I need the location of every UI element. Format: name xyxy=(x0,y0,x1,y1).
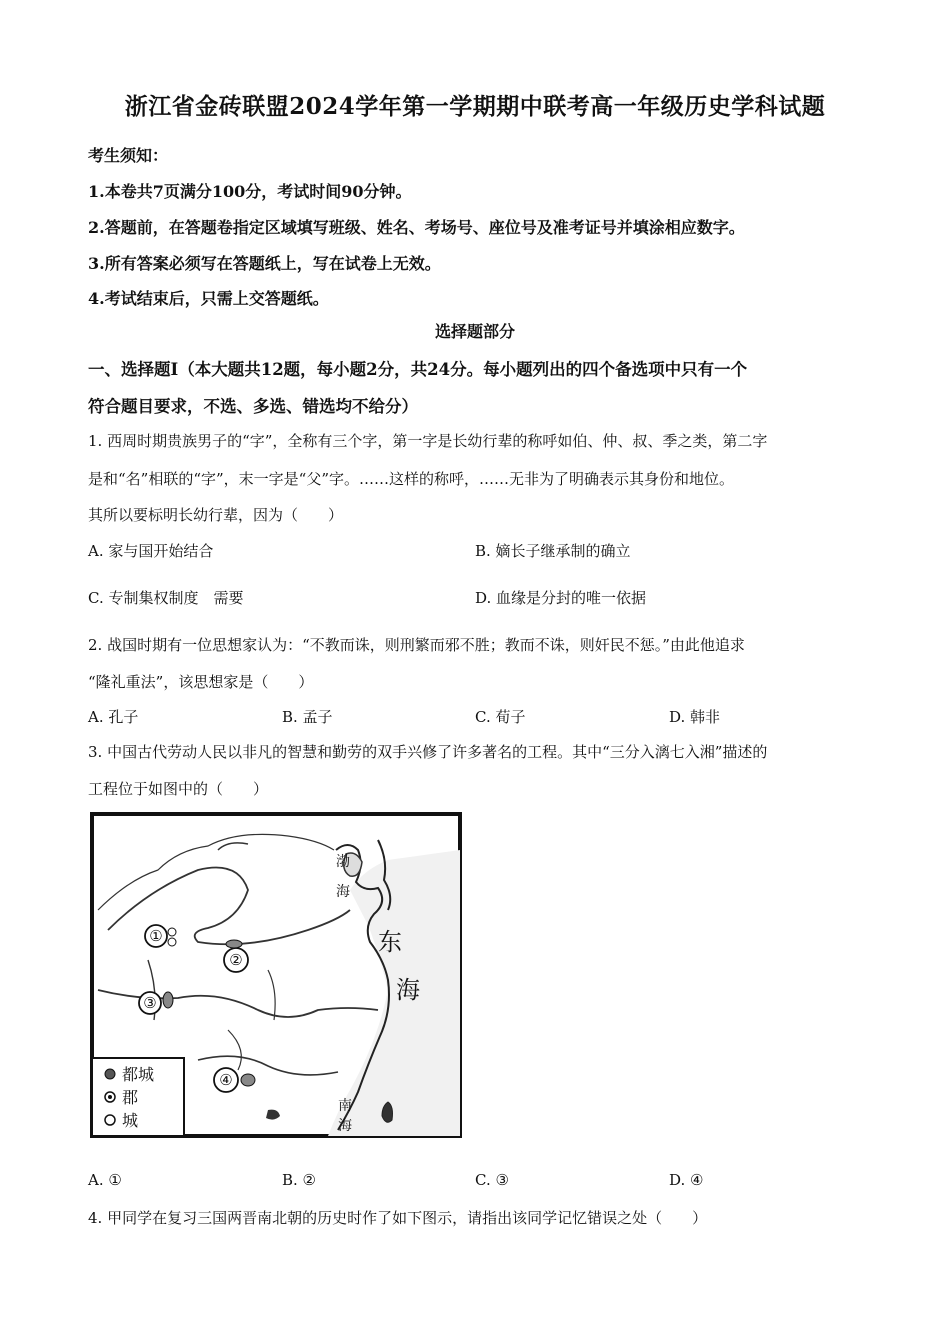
notice-item: 4.考试结束后，只需上交答题纸。 xyxy=(88,289,329,308)
notice-item: 2.答题前，在答题卷指定区域填写班级、姓名、考场号、座位号及准考证号并填涂相应数字。 xyxy=(88,218,745,237)
legend-capital: 都城 xyxy=(122,1065,155,1084)
question-1-text: 1. 西周时期贵族男子的“字”，全称有三个字，第一字是长幼行辈的称呼如伯、仲、叔、季之类，第二字 xyxy=(88,432,768,450)
historical-map xyxy=(88,810,464,1140)
q1-option-b[interactable]: B. 嫡长子继承制的确立 xyxy=(475,542,631,560)
marker-4: ④ xyxy=(219,1071,233,1089)
part-instruction: 一、选择题Ⅰ（本大题共12题，每小题2分，共24分。每小题列出的四个备选项中只有一个 xyxy=(88,360,748,379)
notice-heading: 考生须知： xyxy=(88,146,169,165)
question-3-text: 3. 中国古代劳动人民以非凡的智慧和勤劳的双手兴修了许多著名的工程。其中“三分入漓七入湘”描述的 xyxy=(88,743,768,761)
marker-3: ③ xyxy=(143,994,157,1012)
notice-item: 1.本卷共7页满分100分，考试时间90分钟。 xyxy=(88,182,412,201)
q2-option-b[interactable]: B. 孟子 xyxy=(282,708,333,726)
question-1-text: 其所以要标明长幼行辈，因为（ ） xyxy=(88,506,344,524)
part-instruction: 符合题目要求，不选、多选、错选均不给分） xyxy=(88,397,418,416)
q3-option-a[interactable]: A. ① xyxy=(88,1171,122,1189)
sea-label-hai: 海 xyxy=(336,884,350,900)
question-2-text: “隆礼重法”，该思想家是（ ） xyxy=(88,673,314,691)
question-1-text: 是和“名”相联的“字”，末一字是“父”字。……这样的称呼，……无非为了明确表示其身份和地位。 xyxy=(88,470,735,488)
q1-option-a[interactable]: A. 家与国开始结合 xyxy=(88,542,214,560)
q1-option-d[interactable]: D. 血缘是分封的唯一依据 xyxy=(475,589,647,607)
q3-option-c[interactable]: C. ③ xyxy=(475,1171,509,1189)
legend-prefecture: 郡 xyxy=(122,1088,139,1107)
section-title: 选择题部分 xyxy=(434,322,515,341)
question-3-text: 工程位于如图中的（ ） xyxy=(88,780,269,798)
sea-label-hai3: 海 xyxy=(338,1118,352,1134)
q1-option-c[interactable]: C. 专制集权制度 需要 xyxy=(88,589,244,607)
marker-2: ② xyxy=(229,951,243,969)
marker-1: ① xyxy=(149,927,163,945)
sea-label-nan: 南 xyxy=(338,1098,352,1114)
q3-option-b[interactable]: B. ② xyxy=(282,1171,317,1189)
notice-item: 3.所有答案必须写在答题纸上，写在试卷上无效。 xyxy=(88,254,441,273)
sea-label-bo: 渤 xyxy=(336,854,350,870)
sea-label-hai2: 海 xyxy=(396,976,420,1004)
question-2-text: 2. 战国时期有一位思想家认为：“不教而诛，则刑繁而邪不胜；教而不诛，则奸民不惩。”由此他追求 xyxy=(88,636,745,654)
page-title: 浙江省金砖联盟2024学年第一学期期中联考高一年级历史学科试题 xyxy=(124,93,826,120)
sea-label-dong: 东 xyxy=(378,928,402,956)
q2-option-d[interactable]: D. 韩非 xyxy=(669,708,721,726)
q3-option-d[interactable]: D. ④ xyxy=(669,1171,704,1189)
legend-city: 城 xyxy=(122,1111,139,1130)
q2-option-a[interactable]: A. 孔子 xyxy=(88,708,139,726)
q2-option-c[interactable]: C. 荀子 xyxy=(475,708,526,726)
question-4-text: 4. 甲同学在复习三国两晋南北朝的历史时作了如下图示，请指出该同学记忆错误之处（ ） xyxy=(88,1209,708,1227)
